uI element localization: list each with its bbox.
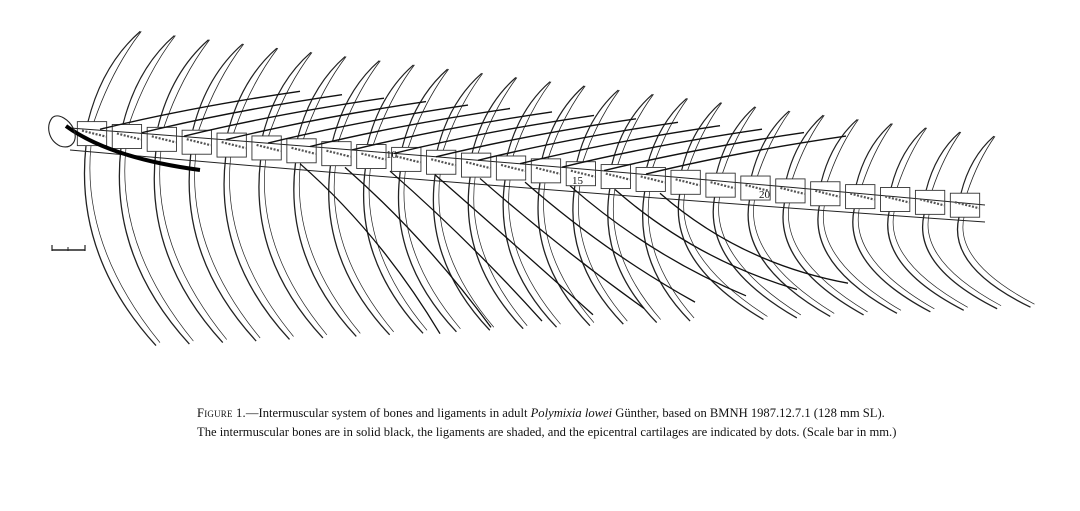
vertebra-centrum	[287, 139, 316, 163]
ligament	[117, 133, 141, 139]
neural-spine-edge	[827, 119, 858, 181]
ligament	[187, 139, 211, 145]
vertebra-centrum	[112, 124, 141, 148]
pleural-ribs	[84, 146, 1034, 346]
neural-spine-edge	[723, 107, 756, 173]
neural-spine-edge	[897, 128, 927, 188]
neural-spine-edge	[129, 36, 175, 125]
pleural-rib-edge	[928, 214, 1001, 305]
pleural-rib-edge	[439, 174, 494, 327]
pleural-rib	[818, 206, 897, 314]
vertebra-centrum	[671, 170, 700, 194]
neural-spine	[193, 44, 243, 130]
caption-text-1: Intermuscular system of bones and ligaments in adult	[258, 406, 531, 420]
ligament	[361, 154, 385, 160]
pleural-rib	[923, 214, 998, 308]
vertebra-centrum	[706, 173, 735, 197]
vertebra-centrum	[217, 133, 246, 157]
vertebra-centrum	[496, 156, 525, 180]
epineural-bone	[100, 91, 300, 129]
ligament	[536, 168, 560, 174]
pleural-rib-edge	[404, 171, 460, 328]
pleural-rib-edge	[823, 206, 901, 311]
ligament	[292, 148, 316, 154]
pleural-rib	[468, 177, 523, 329]
vertebra-centrum	[915, 190, 944, 214]
vertebra-centrum	[811, 182, 840, 206]
pleural-rib-edge	[753, 200, 834, 313]
pleural-rib	[224, 157, 289, 339]
neural-spine-edge	[269, 52, 312, 136]
species-name: Polymixia lowei	[530, 406, 613, 420]
vertebra-number-10: 10	[386, 149, 397, 161]
neural-spine	[88, 31, 140, 121]
neural-spine	[123, 36, 174, 125]
column-ventral-edge	[70, 150, 985, 222]
pleural-rib-edge	[509, 180, 561, 324]
pleural-rib-edge	[264, 160, 327, 335]
ligament	[152, 136, 176, 142]
ligament	[82, 131, 106, 137]
ligament	[676, 179, 700, 185]
scale-bar	[52, 245, 85, 251]
neural-spine-edge	[757, 111, 790, 176]
caption-text-2: Günther, based on BMNH 1987.12.7.1 (128 mm SL). The intermuscular bones are in solid black, the ligaments are shaded, and the epicentral cartilages are indicated by dots. (Scale bar in mm.)	[197, 406, 897, 439]
vertebra-number-20: 20	[759, 189, 770, 201]
ligament	[396, 156, 420, 162]
pleural-rib-edge	[788, 203, 867, 312]
ligament	[501, 165, 525, 171]
pleural-rib	[957, 217, 1030, 307]
ligament	[257, 145, 281, 151]
vertebra-centrum	[880, 187, 909, 211]
vertebra-centrum	[322, 142, 351, 166]
ligament	[606, 174, 630, 180]
ligament	[466, 162, 490, 168]
vertebra-number-15: 15	[572, 175, 583, 187]
vertebra-centrum	[427, 150, 456, 174]
pleural-rib-edge	[299, 163, 360, 334]
pleural-rib-edge	[125, 148, 194, 341]
neural-spine-edge	[792, 115, 824, 179]
pleural-rib-edge	[195, 154, 261, 338]
ligament	[326, 151, 350, 157]
neural-spine-edge	[94, 31, 141, 121]
ligament	[711, 182, 735, 188]
pleural-rib-edge	[474, 177, 527, 326]
pleural-rib	[678, 194, 763, 319]
pleural-rib	[398, 171, 456, 331]
pleural-rib	[259, 160, 323, 338]
neural-spine-edge	[862, 124, 892, 185]
ligament	[222, 142, 246, 148]
vertebra-centrum	[846, 185, 875, 209]
ligament	[641, 176, 665, 182]
vertebra-centrum	[531, 159, 560, 183]
pleural-rib-edge	[893, 211, 968, 307]
pleural-rib	[84, 146, 156, 346]
pleural-rib	[329, 166, 390, 335]
pleural-rib	[888, 211, 964, 310]
neural-spine	[263, 52, 311, 136]
pleural-rib	[294, 163, 356, 337]
vertebra-centrum	[950, 193, 979, 217]
pleural-rib-edge	[963, 217, 1035, 304]
pleural-rib	[713, 197, 797, 318]
ligament	[780, 188, 804, 194]
neural-spine-edge	[548, 86, 585, 159]
column-dorsal-edge	[70, 128, 985, 205]
figure-caption	[197, 404, 897, 442]
neural-spine-edge	[199, 44, 244, 130]
epipleural-bone	[435, 175, 593, 315]
pleural-rib-edge	[160, 151, 227, 339]
vertebra-centrum	[252, 136, 281, 160]
caption-dash: —	[245, 406, 259, 420]
pleural-rib	[853, 209, 931, 312]
ligament	[431, 159, 455, 165]
figure-label: Figure 1.	[197, 406, 246, 420]
vertebra-centrum	[776, 179, 805, 203]
vertebra-centrum	[461, 153, 490, 177]
